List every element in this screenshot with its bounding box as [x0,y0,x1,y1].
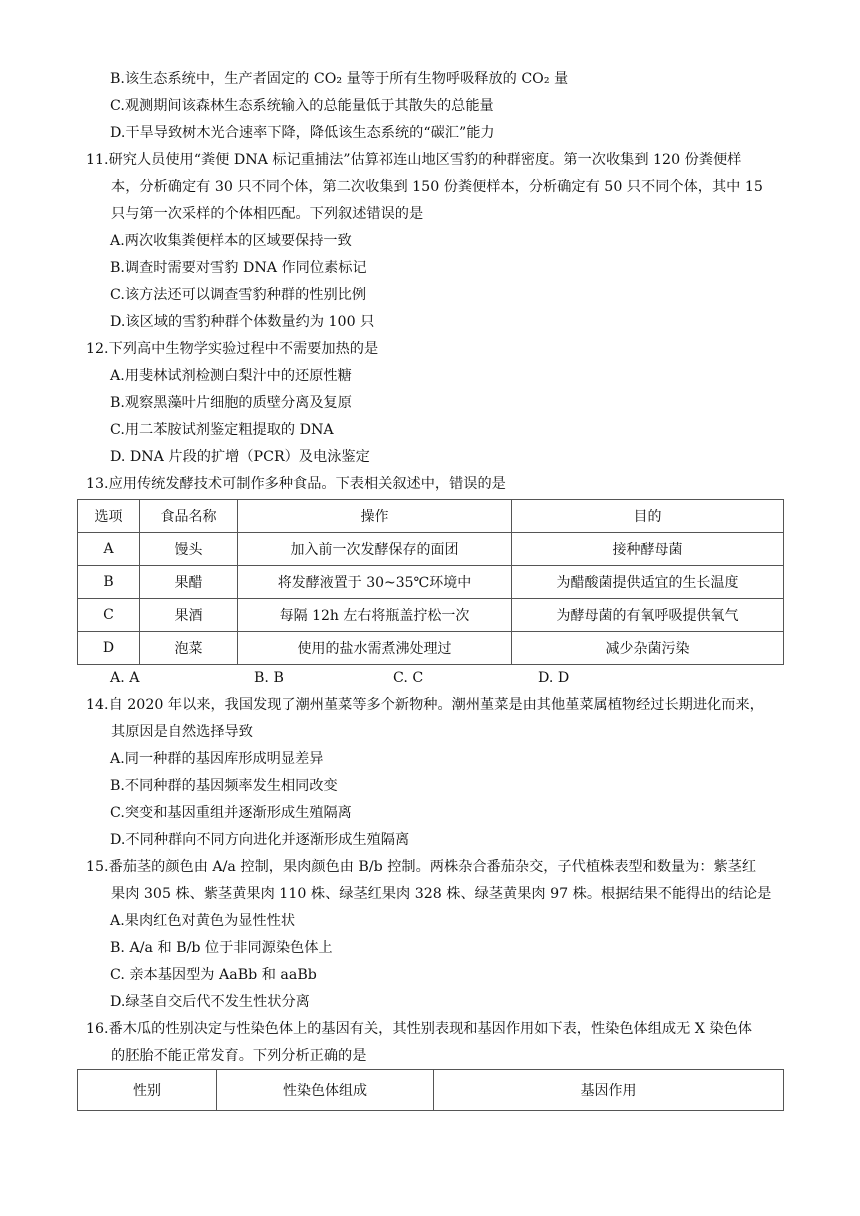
header-cell-sex: 性别 [78,1070,217,1111]
table-cell: 果酒 [140,599,238,632]
q16-stem-line1: 16.番木瓜的性别决定与性染色体上的基因有关，其性别表现和基因作用如下表，性染色体组成无 X 染色体 [86,1021,752,1037]
q12-option-c: C.用二苯胺试剂鉴定粗提取的 DNA [110,422,334,438]
table-cell: A [78,533,140,566]
table-cell: 每隔 12h 左右将瓶盖拧松一次 [238,599,512,632]
table-row [78,599,784,632]
q14-option-a: A.同一种群的基因库形成明显差异 [110,751,324,767]
q11-option-d: D.该区域的雪豹种群个体数量约为 100 只 [110,314,375,330]
table-cell: 接种酵母菌 [512,533,784,566]
table-row [78,566,784,599]
header-cell-chromosome: 性染色体组成 [217,1070,434,1111]
table-cell: 为醋酸菌提供适宜的生长温度 [512,566,784,599]
header-cell-option: 选项 [78,500,140,533]
header-cell-operation: 操作 [238,500,512,533]
q11-option-b: B.调查时需要对雪豹 DNA 作同位素标记 [110,260,367,276]
q15-option-c: C. 亲本基因型为 AaBb 和 aaBb [110,967,317,983]
q15-option-a: A.果肉红色对黄色为显性性状 [110,913,296,929]
q11-stem-line1: 11.研究人员使用“粪便 DNA 标记重捕法”估算祁连山地区雪豹的种群密度。第一次收集到 120 份粪便样 [86,152,742,168]
q15-stem-line2: 果肉 305 株、紫茎黄果肉 110 株、绿茎红果肉 328 株、绿茎黄果肉 97 株。根据结果不能得出的结论是 [111,886,772,902]
q13-choice-c: C. C [393,670,424,686]
header-cell-gene-function: 基因作用 [434,1070,784,1111]
q10-option-c: C.观测期间该森林生态系统输入的总能量低于其散失的总能量 [110,98,494,114]
q15-option-b: B. A/a 和 B/b 位于非同源染色体上 [110,940,333,956]
header-cell-food: 食品名称 [140,500,238,533]
q10-option-d: D.干旱导致树木光合速率下降，降低该生态系统的“碳汇”能力 [110,125,495,141]
q14-option-b: B.不同种群的基因频率发生相同改变 [110,778,338,794]
q14-stem-line2: 其原因是自然选择导致 [111,724,253,740]
q10-option-b: B.该生态系统中，生产者固定的 CO₂ 量等于所有生物呼吸释放的 CO₂ 量 [110,71,569,87]
table-header-row [78,1070,784,1111]
header-cell-purpose: 目的 [512,500,784,533]
q16-stem-line2: 的胚胎不能正常发育。下列分析正确的是 [111,1048,367,1064]
q14-option-c: C.突变和基因重组并逐渐形成生殖隔离 [110,805,352,821]
table-row [78,533,784,566]
q13-choice-d: D. D [538,670,570,686]
table-cell: C [78,599,140,632]
q11-stem-line2: 本，分析确定有 30 只不同个体，第二次收集到 150 份粪便样本，分析确定有 50 只不同个体，其中 15 [111,179,763,195]
q12-option-d: D. DNA 片段的扩增（PCR）及电泳鉴定 [110,449,370,465]
table-cell: 馒头 [140,533,238,566]
table-cell: 加入前一次发酵保存的面团 [238,533,512,566]
q15-option-d: D.绿茎自交后代不发生性状分离 [110,994,310,1010]
q11-stem-line3: 只与第一次采样的个体相匹配。下列叙述错误的是 [111,206,424,222]
q15-stem-line1: 15.番茄茎的颜色由 A/a 控制，果肉颜色由 B/b 控制。两株杂合番茄杂交，子代植株表型和数量为：紫茎红 [86,859,757,875]
q11-option-a: A.两次收集粪便样本的区域要保持一致 [110,233,352,249]
table-cell: 减少杂菌污染 [512,632,784,665]
q13-stem: 13.应用传统发酵技术可制作多种食品。下表相关叙述中，错误的是 [86,476,506,492]
table-cell: 泡菜 [140,632,238,665]
q14-option-d: D.不同种群向不同方向进化并逐渐形成生殖隔离 [110,832,410,848]
q12-stem: 12.下列高中生物学实验过程中不需要加热的是 [86,341,379,357]
q12-option-b: B.观察黑藻叶片细胞的质壁分离及复原 [110,395,352,411]
table-cell: 将发酵液置于 30~35℃环境中 [238,566,512,599]
table-cell: B [78,566,140,599]
q11-option-c: C.该方法还可以调查雪豹种群的性别比例 [110,287,367,303]
q13-choice-b: B. B [254,670,284,686]
q13-table [77,499,784,665]
table-cell: 使用的盐水需煮沸处理过 [238,632,512,665]
q12-option-a: A.用斐林试剂检测白梨汁中的还原性糖 [110,368,352,384]
q13-choice-a: A. A [110,670,140,686]
q16-table [77,1069,784,1111]
q14-stem-line1: 14.自 2020 年以来，我国发现了潮州堇菜等多个新物种。潮州堇菜是由其他堇菜属植物经过长期进化而来， [86,697,764,713]
table-row [78,632,784,665]
table-cell: 果醋 [140,566,238,599]
table-cell: 为酵母菌的有氧呼吸提供氧气 [512,599,784,632]
table-cell: D [78,632,140,665]
table-header-row [78,500,784,533]
